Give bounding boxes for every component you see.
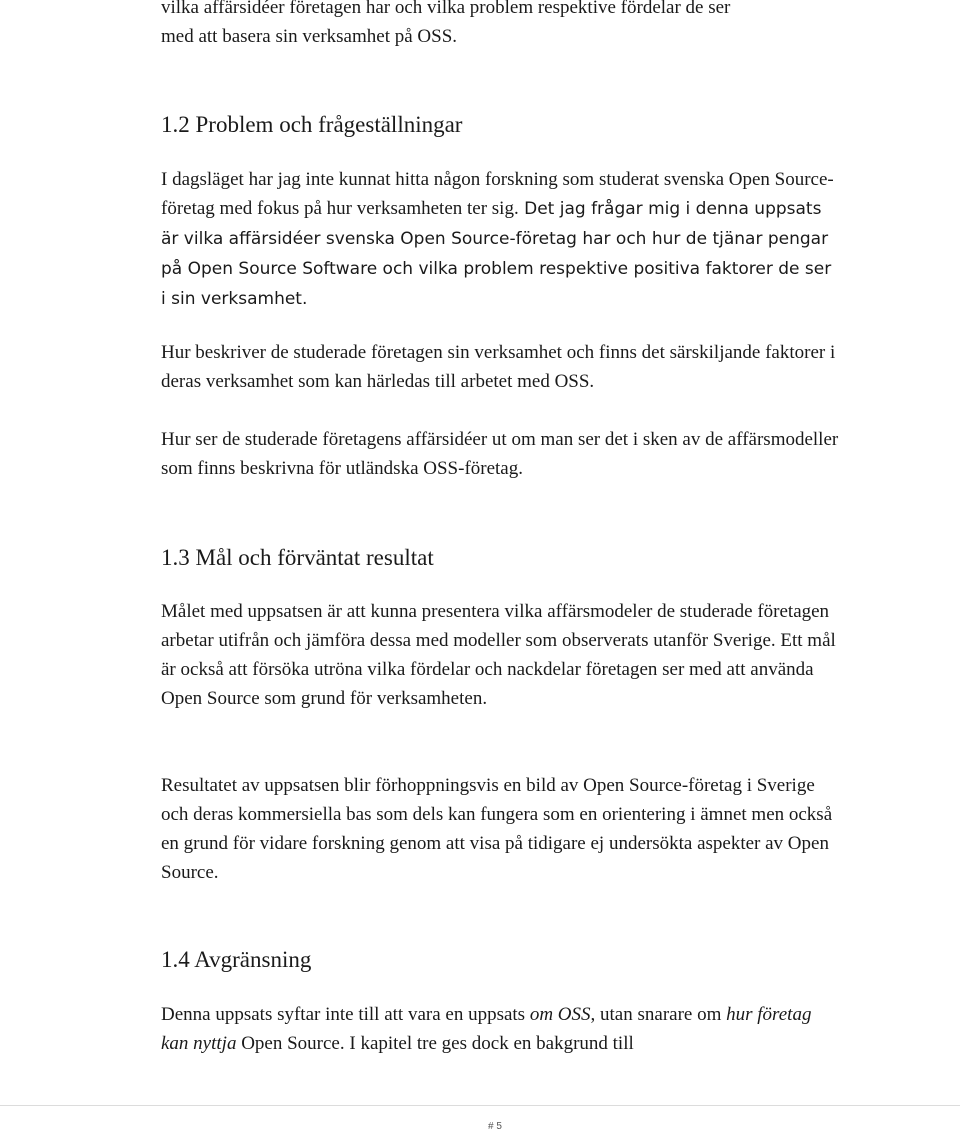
problem-paragraph-question: Det jag frågar mig i denna uppsats är vilka affärsidéer svenska Open Source-företag har och hur de tjänar pengar på Open Source Software och vilka problem respektive positiva faktorer de ser i sin verksamhet. [161, 199, 832, 309]
scope-emphasis-2: hur företag kan nyttja [161, 1004, 812, 1054]
scope-text-3: Open Source. I kapitel tre ges dock en bakgrund till [236, 1033, 634, 1054]
section-heading-1-3: 1.3 Mål och förväntat resultat [161, 545, 434, 570]
result-paragraph: Resultatet av uppsatsen blir förhoppningsvis en bild av Open Source-företag i Sverige och deras kommersiella bas som dels kan fungera som en orientering i ämnet men också en grund för vidare forskning genom att visa på tidigare ej undersökta aspekter av Open Source. [161, 775, 833, 883]
scope-text-1: Denna uppsats syftar inte till att vara en uppsats [161, 1004, 530, 1025]
research-question-1: Hur beskriver de studerade företagen sin verksamhet och finns det särskiljande faktorer i deras verksamhet som kan härledas till arbetet med OSS. [161, 342, 836, 392]
scope-text-2: , utan snarare om [590, 1004, 727, 1025]
intro-line-2: med att basera sin verksamhet på OSS. [161, 26, 458, 47]
intro-line-1: vilka affärsidéer företagen har och vilka problem respektive fördelar de ser [161, 0, 731, 18]
footer-divider [0, 1105, 960, 1106]
problem-paragraph [161, 165, 841, 314]
section-heading-1-4: 1.4 Avgränsning [161, 947, 312, 972]
scope-paragraph [161, 1000, 841, 1058]
section-heading-1-2: 1.2 Problem och frågeställningar [161, 112, 463, 137]
problem-paragraph-intro: I dagsläget har jag inte kunnat hitta någon forskning som studerat svenska Open Source-företag med fokus på hur verksamheten ter sig. [161, 169, 834, 219]
scope-emphasis-1: om OSS [529, 1004, 591, 1025]
research-question-2: Hur ser de studerade företagens affärsidéer ut om man ser det i sken av de affärsmodeller som finns beskrivna för utländska OSS-företag. [161, 429, 839, 479]
goal-paragraph: Målet med uppsatsen är att kunna presentera vilka affärsmodeler de studerade företagen arbetar utifrån och jämföra dessa med modeller som observerats utanför Sverige. Ett mål är också att försöka utröna vilka fördelar och nackdelar företagen ser med att använda Open Source som grund för verksamheten. [161, 601, 836, 709]
page-number: # 5 [488, 1121, 502, 1132]
